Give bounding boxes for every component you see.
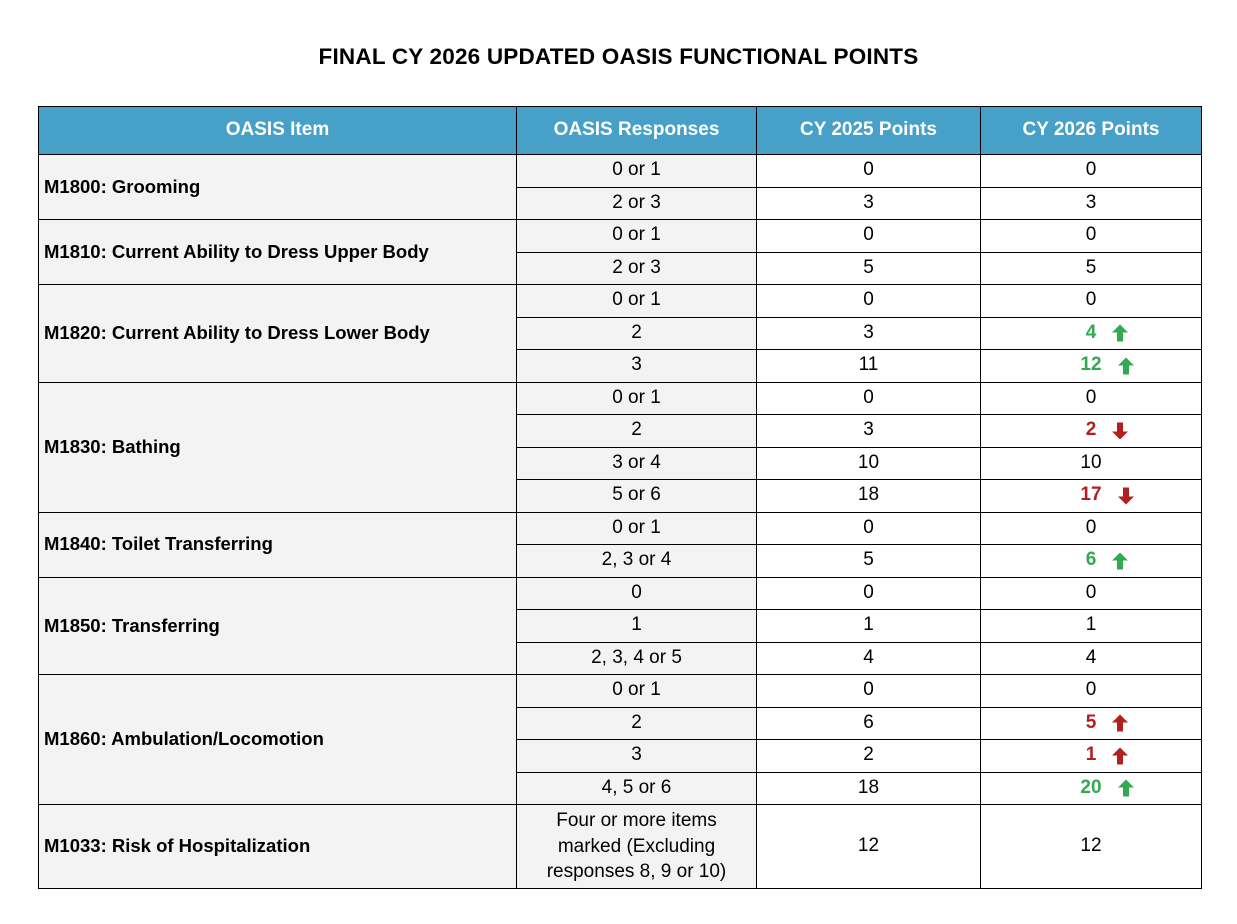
cy2026-points-value: 2 xyxy=(1085,419,1097,441)
cy2026-points-cell xyxy=(981,577,1202,610)
cy2025-points-cell: 5 xyxy=(757,252,981,285)
oasis-response-cell: 2, 3 or 4 xyxy=(517,545,757,578)
cy2026-points-wrap xyxy=(1080,452,1101,475)
cy2026-points-cell xyxy=(981,805,1202,889)
header-cy2026-points: CY 2026 Points xyxy=(981,107,1202,155)
cy2026-points-cell xyxy=(981,675,1202,708)
cy2026-points-value: 0 xyxy=(1085,516,1097,538)
cy2026-points-cell xyxy=(981,740,1202,773)
cy2025-points-cell: 18 xyxy=(757,772,981,805)
oasis-response-cell xyxy=(517,805,757,889)
cy2026-points-cell xyxy=(981,187,1202,220)
cy2026-points-cell xyxy=(981,707,1202,740)
oasis-response-line: Four or more items xyxy=(556,810,717,832)
cy2026-points-cell xyxy=(981,220,1202,253)
cy2026-points-wrap xyxy=(1086,614,1097,637)
table-row xyxy=(39,382,1202,415)
page-title: FINAL CY 2026 UPDATED OASIS FUNCTIONAL POINTS xyxy=(318,44,919,69)
oasis-item-cell: M1840: Toilet Transferring xyxy=(39,512,517,577)
oasis-response-cell: 0 xyxy=(517,577,757,610)
cy2026-points-cell xyxy=(981,545,1202,578)
cy2026-points-wrap xyxy=(1086,289,1097,312)
arrow-up-icon xyxy=(1118,780,1134,797)
cy2026-points-wrap xyxy=(1086,582,1097,605)
cy2026-points-cell xyxy=(981,317,1202,350)
cy2026-points-cell xyxy=(981,350,1202,383)
oasis-item-cell: M1850: Transferring xyxy=(39,577,517,675)
cy2026-points-cell xyxy=(981,512,1202,545)
cy2025-points-cell: 3 xyxy=(757,317,981,350)
cy2026-points-cell xyxy=(981,480,1202,513)
cy2026-points-wrap xyxy=(1086,159,1097,182)
cy2026-points-value: 6 xyxy=(1085,549,1097,571)
oasis-item-cell: M1810: Current Ability to Dress Upper Body xyxy=(39,220,517,285)
table-row xyxy=(39,512,1202,545)
oasis-response-cell: 2 or 3 xyxy=(517,187,757,220)
cy2026-points-wrap xyxy=(1080,484,1101,507)
table-row xyxy=(39,285,1202,318)
cy2026-points-cell xyxy=(981,252,1202,285)
cy2026-points-wrap xyxy=(1086,549,1097,572)
cy2025-points-cell: 10 xyxy=(757,447,981,480)
cy2026-points-value: 0 xyxy=(1085,224,1097,246)
oasis-response-cell: 2, 3, 4 or 5 xyxy=(517,642,757,675)
cy2025-points-cell: 2 xyxy=(757,740,981,773)
table-row xyxy=(39,675,1202,708)
cy2025-points-cell: 18 xyxy=(757,480,981,513)
cy2025-points-cell: 12 xyxy=(757,805,981,889)
cy2026-points-value: 0 xyxy=(1085,581,1097,603)
cy2026-points-value: 4 xyxy=(1085,321,1097,343)
cy2026-points-wrap xyxy=(1080,835,1101,858)
oasis-response-cell: 2 xyxy=(517,415,757,448)
oasis-points-table xyxy=(38,106,1202,889)
cy2026-points-value: 0 xyxy=(1085,386,1097,408)
cy2026-points-wrap xyxy=(1086,647,1097,670)
table-row xyxy=(39,577,1202,610)
cy2026-points-wrap xyxy=(1086,224,1097,247)
arrow-down-icon xyxy=(1112,422,1128,439)
oasis-response-text xyxy=(547,808,727,885)
arrow-down-icon xyxy=(1118,487,1134,504)
oasis-response-cell: 2 or 3 xyxy=(517,252,757,285)
oasis-response-cell: 0 or 1 xyxy=(517,155,757,188)
cy2026-points-value: 12 xyxy=(1080,354,1102,376)
cy2026-points-cell xyxy=(981,610,1202,643)
arrow-up-icon xyxy=(1112,552,1128,569)
oasis-item-cell: M1800: Grooming xyxy=(39,155,517,220)
cy2026-points-cell xyxy=(981,285,1202,318)
arrow-up-icon xyxy=(1112,715,1128,732)
cy2025-points-cell: 0 xyxy=(757,382,981,415)
cy2026-points-value: 1 xyxy=(1085,744,1097,766)
cy2025-points-cell: 3 xyxy=(757,415,981,448)
cy2025-points-cell: 6 xyxy=(757,707,981,740)
cy2026-points-wrap xyxy=(1086,192,1097,215)
oasis-response-line: responses 8, 9 or 10) xyxy=(546,861,727,883)
cy2026-points-cell xyxy=(981,155,1202,188)
cy2025-points-cell: 3 xyxy=(757,187,981,220)
cy2026-points-value: 17 xyxy=(1080,484,1102,506)
oasis-item-cell: M1860: Ambulation/Locomotion xyxy=(39,675,517,805)
cy2026-points-value: 20 xyxy=(1080,776,1102,798)
cy2026-points-wrap xyxy=(1086,744,1097,767)
oasis-response-cell: 3 xyxy=(517,350,757,383)
cy2026-points-value: 3 xyxy=(1085,191,1097,213)
table-row xyxy=(39,220,1202,253)
cy2026-points-value: 0 xyxy=(1085,159,1097,181)
oasis-response-line: marked (Excluding xyxy=(557,835,716,857)
cy2026-points-cell xyxy=(981,382,1202,415)
oasis-response-cell: 0 or 1 xyxy=(517,382,757,415)
cy2026-points-wrap xyxy=(1086,257,1097,280)
oasis-item-cell: M1033: Risk of Hospitalization xyxy=(39,805,517,889)
oasis-response-cell: 0 or 1 xyxy=(517,512,757,545)
oasis-response-cell: 0 or 1 xyxy=(517,285,757,318)
cy2026-points-value: 12 xyxy=(1080,835,1102,857)
cy2026-points-wrap xyxy=(1080,777,1101,800)
cy2025-points-cell: 4 xyxy=(757,642,981,675)
cy2026-points-wrap xyxy=(1086,517,1097,540)
header-row xyxy=(39,107,1202,155)
cy2026-points-value: 0 xyxy=(1085,289,1097,311)
cy2026-points-value: 0 xyxy=(1085,679,1097,701)
cy2026-points-cell xyxy=(981,642,1202,675)
oasis-response-cell: 0 or 1 xyxy=(517,675,757,708)
cy2025-points-cell: 0 xyxy=(757,285,981,318)
oasis-response-cell: 2 xyxy=(517,707,757,740)
oasis-response-cell: 4, 5 or 6 xyxy=(517,772,757,805)
cy2026-points-cell xyxy=(981,772,1202,805)
cy2025-points-cell: 0 xyxy=(757,155,981,188)
cy2026-points-value: 1 xyxy=(1085,614,1097,636)
header-cy2025-points: CY 2025 Points xyxy=(757,107,981,155)
oasis-response-cell: 5 or 6 xyxy=(517,480,757,513)
header-oasis-responses: OASIS Responses xyxy=(517,107,757,155)
cy2026-points-wrap xyxy=(1086,712,1097,735)
oasis-item-cell: M1830: Bathing xyxy=(39,382,517,512)
oasis-item-cell: M1820: Current Ability to Dress Lower Body xyxy=(39,285,517,383)
oasis-response-cell: 3 or 4 xyxy=(517,447,757,480)
arrow-up-icon xyxy=(1118,357,1134,374)
cy2026-points-wrap xyxy=(1086,322,1097,345)
cy2026-points-value: 5 xyxy=(1085,256,1097,278)
arrow-up-icon xyxy=(1112,325,1128,342)
cy2026-points-value: 4 xyxy=(1085,646,1097,668)
oasis-response-cell: 1 xyxy=(517,610,757,643)
cy2026-points-cell xyxy=(981,447,1202,480)
cy2026-points-wrap xyxy=(1080,354,1101,377)
table-row xyxy=(39,155,1202,188)
cy2025-points-cell: 11 xyxy=(757,350,981,383)
cy2026-points-wrap xyxy=(1086,419,1097,442)
header-oasis-item: OASIS Item xyxy=(39,107,517,155)
cy2026-points-wrap xyxy=(1086,679,1097,702)
oasis-response-cell: 2 xyxy=(517,317,757,350)
arrow-up-icon xyxy=(1112,747,1128,764)
cy2026-points-wrap xyxy=(1086,387,1097,410)
oasis-response-cell: 0 or 1 xyxy=(517,220,757,253)
cy2026-points-value: 10 xyxy=(1080,451,1102,473)
cy2025-points-cell: 1 xyxy=(757,610,981,643)
table-body xyxy=(39,155,1202,889)
cy2026-points-value: 5 xyxy=(1085,711,1097,733)
cy2025-points-cell: 0 xyxy=(757,220,981,253)
cy2025-points-cell: 5 xyxy=(757,545,981,578)
table-row xyxy=(39,805,1202,889)
cy2026-points-cell xyxy=(981,415,1202,448)
oasis-response-cell: 3 xyxy=(517,740,757,773)
cy2025-points-cell: 0 xyxy=(757,512,981,545)
cy2025-points-cell: 0 xyxy=(757,675,981,708)
cy2025-points-cell: 0 xyxy=(757,577,981,610)
